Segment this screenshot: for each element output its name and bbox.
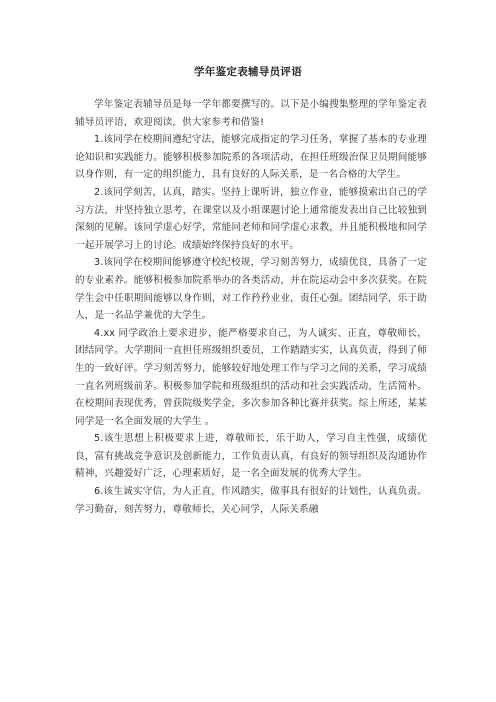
- paragraph-2: 2.该同学刻苦，认真，踏实。坚持上课听讲，独立作业，能够摸索出自己的学习方法，并坚持独立思考，在课堂以及小组课题讨论上通常能发表出自己比较独到深刻的见解。该同学虚心好学，常能同老师和同学虚心求教，并且能积极地和同学一起开展学习上的讨论。成绩始终保持良好的水平。: [75, 186, 427, 251]
- paragraph-intro: 学年鉴定表辅导员是每一学年都要撰写的。以下是小编搜集整理的学年鉴定表辅导员评语，欢迎阅读，供大家参考和借鉴!: [75, 99, 427, 128]
- document-title: 学年鉴定表辅导员评语: [194, 66, 302, 78]
- paragraph-3: 3.该同学在校期间能够遵守校纪校规，学习刻苦努力，成绩优良，具备了一定的专业素养。能够积极参加院系举办的各类活动，并在院运动会中多次获奖。在院学生会中任职期间能够以身作则，对工作矜矜业业，责任心强。团结同学，乐于助人，是一名品学兼优的大学生。: [75, 257, 427, 322]
- paragraph-1: 1.该同学在校期间遵纪守法，能够完成指定的学习任务，掌握了基本的专业理论知识和实践能力。能够积极参加院系的各项活动，在担任班级治保卫员期间能够以身作则，有一定的组织能力，具有良好的人际关系，是一名合格的大学生。: [75, 134, 427, 181]
- paragraph-4: 4.xx 同学政治上要求进步，能严格要求自己，为人诚实、正直，尊敬师长，团结同学。大学期间一直担任班级组织委员，工作踏踏实实，认真负责，得到了师生的一致好评。学习刻苦努力，能够较好地处理工作与学习之间的关系，学习成绩一直名列班级前茅。积极参加学院和班级组织的活动和社会实践活动，生活简朴。在校期间表现优秀，曾获院级奖学金，多次参加各种比赛并获奖。综上所述，某某同学是一名全面发展的大学生 。: [75, 327, 427, 427]
- document-body: [75, 96, 427, 518]
- paragraph-6: 6.该生诚实守信，为人正直，作风踏实，做事具有很好的计划性，认真负责。学习勤奋，刻苦努力，尊敬师长，关心同学，人际关系融: [75, 486, 427, 515]
- paragraph-5: 5.该生思想上积极要求上进，尊敬师长，乐于助人，学习自主性强，成绩优良，富有挑战竞争意识及创新能力，工作负责认真，有良好的领导组织及沟通协作精神，兴趣爱好广泛，心理素质好，是一名全面发展的优秀大学生。: [75, 433, 427, 480]
